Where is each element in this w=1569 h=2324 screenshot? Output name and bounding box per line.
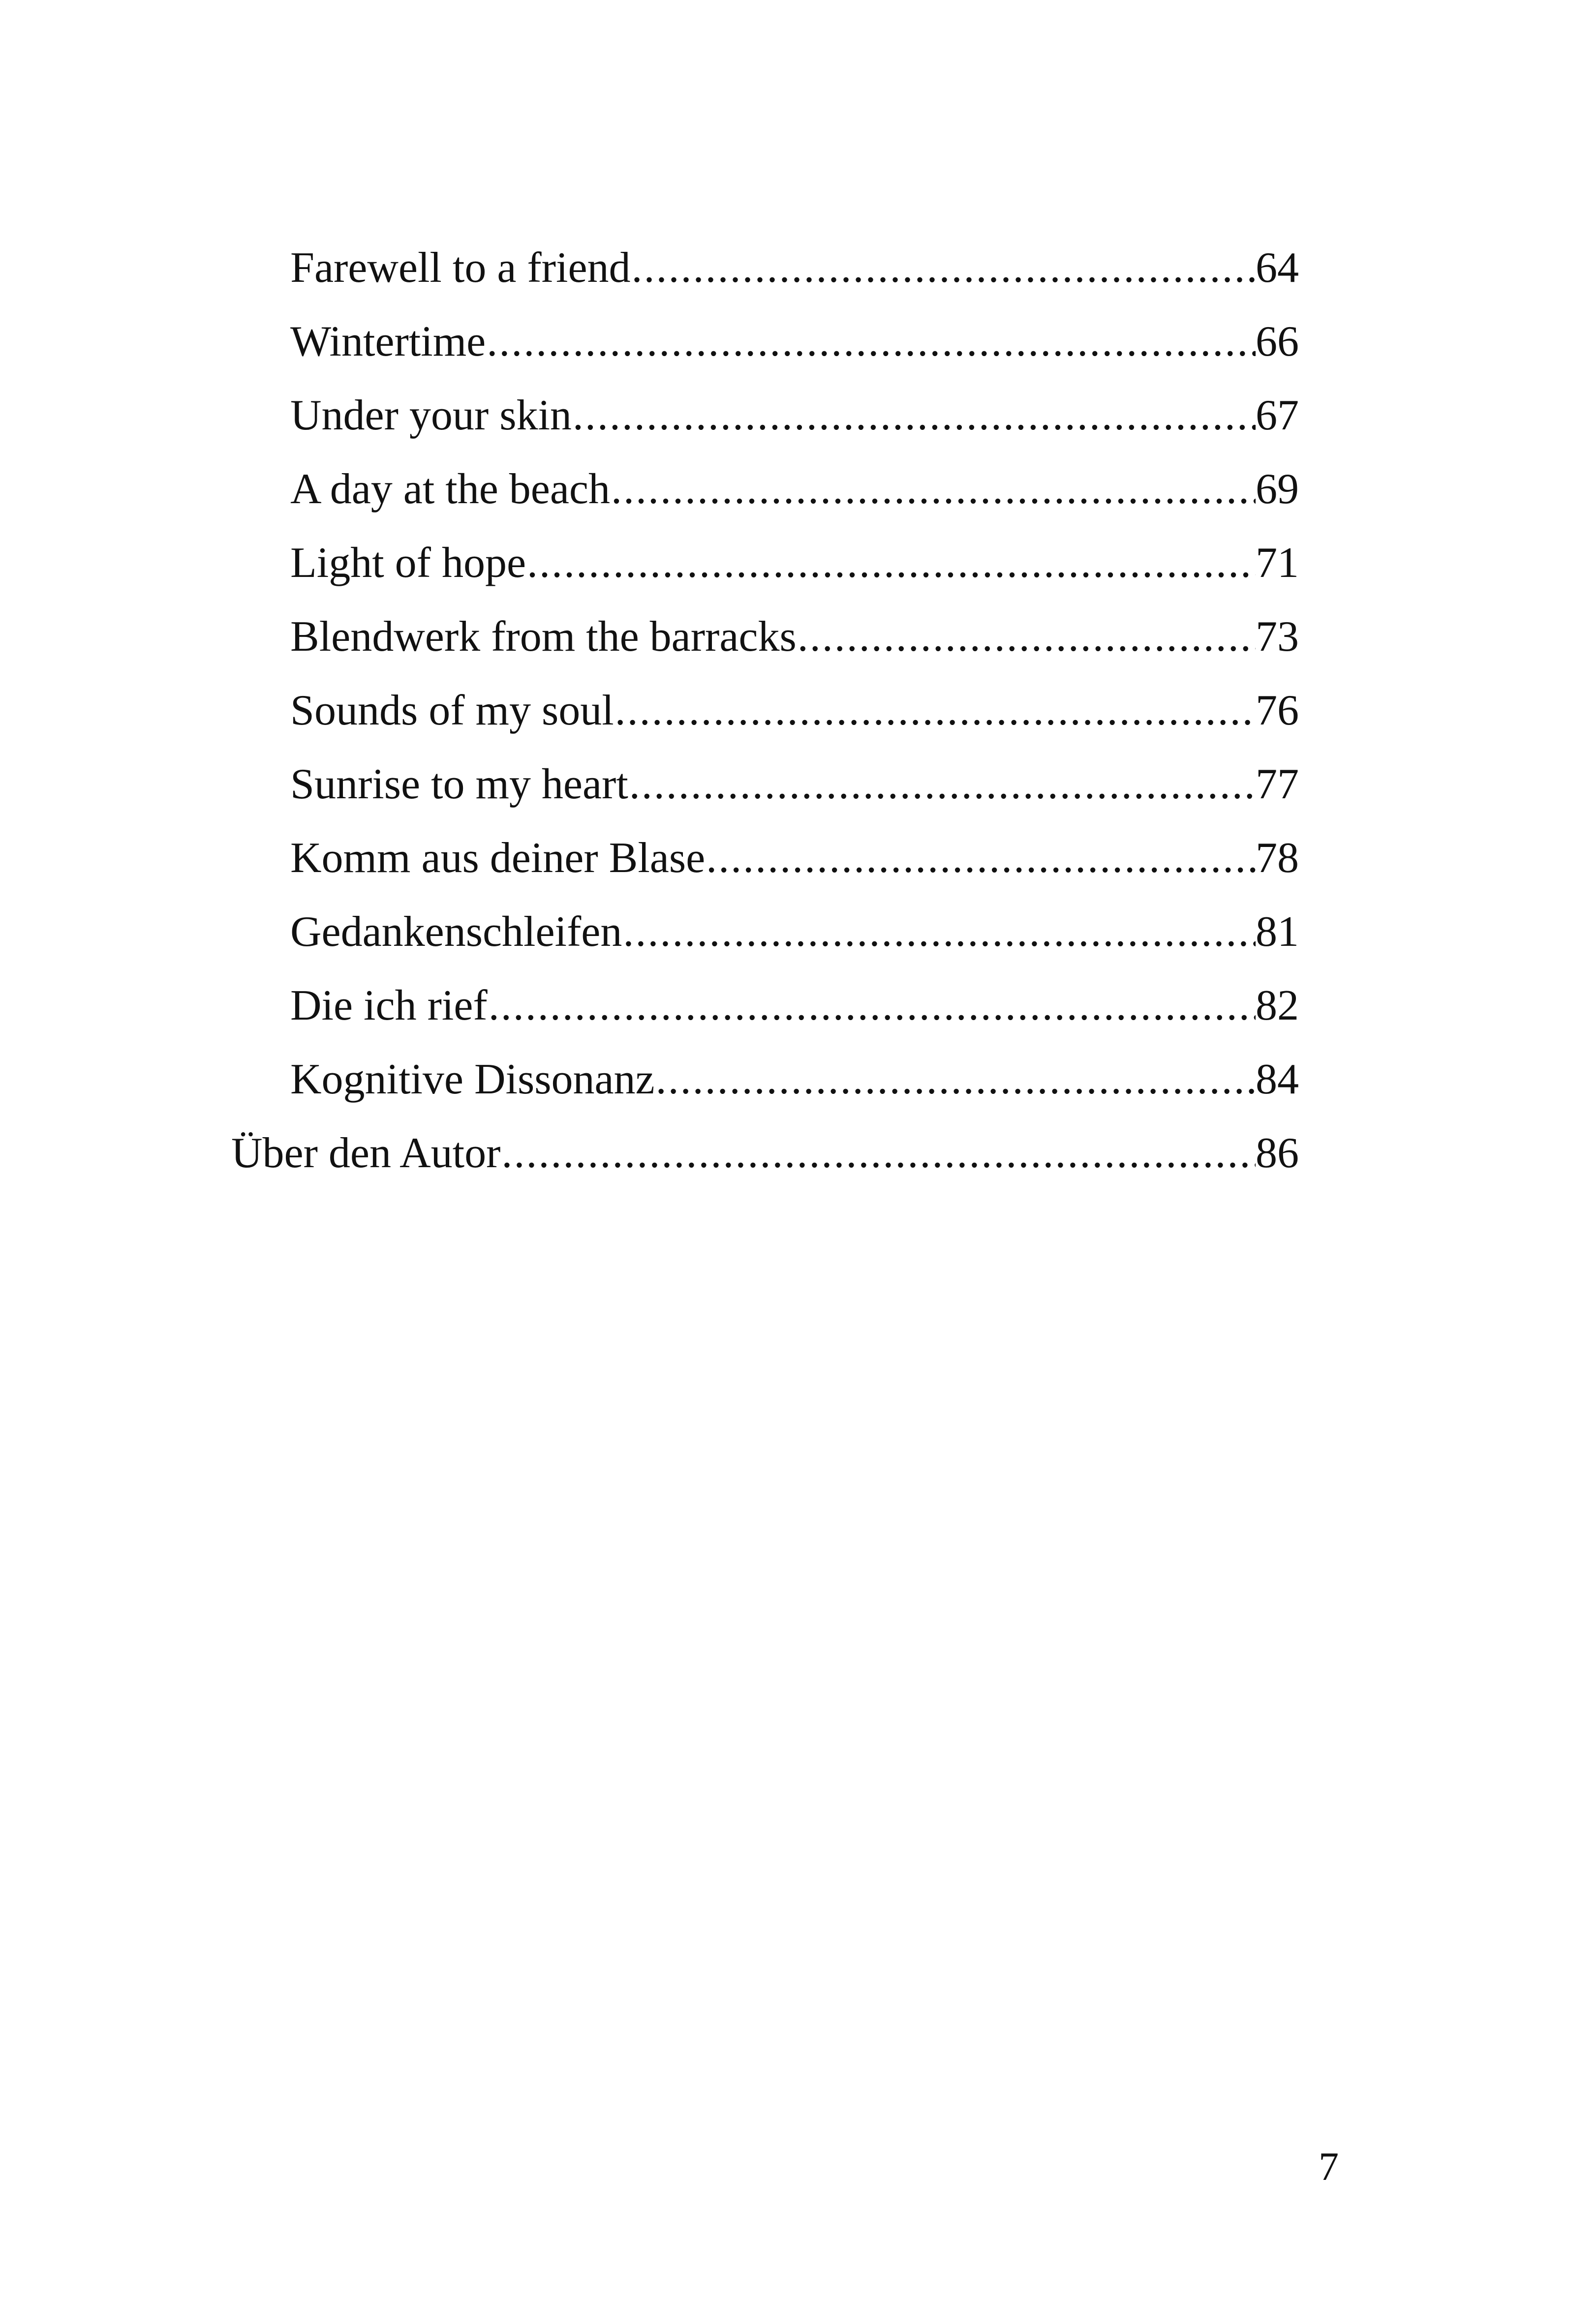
toc-entry-title: Über den Autor: [231, 1129, 501, 1177]
toc-dot-leader: [655, 1043, 1256, 1117]
toc-entry-page: 86: [1256, 1129, 1299, 1177]
toc-entry-title: Blendwerk from the barracks: [290, 613, 797, 661]
toc-entry-title: Light of hope: [290, 539, 526, 587]
toc-entry[interactable]: [231, 379, 1299, 453]
toc-entry-title: Sunrise to my heart: [290, 760, 628, 808]
toc-entry[interactable]: [231, 1043, 1299, 1117]
toc-entry-page: 82: [1256, 982, 1299, 1029]
toc-entry[interactable]: [231, 600, 1299, 674]
toc-entry-title: Wintertime: [290, 318, 486, 365]
toc-dot-leader: [622, 895, 1256, 969]
toc-entry[interactable]: [231, 748, 1299, 821]
page-number: 7: [1319, 2144, 1339, 2189]
toc-entry-page: 76: [1256, 687, 1299, 734]
toc-entry[interactable]: [231, 821, 1299, 895]
toc-entry-page: 69: [1256, 465, 1299, 513]
toc-entry-title: Under your skin: [290, 392, 572, 439]
toc-dot-leader: [614, 674, 1256, 748]
toc-entry[interactable]: [231, 453, 1299, 526]
toc-entry-page: 77: [1256, 760, 1299, 808]
toc-dot-leader: [628, 748, 1256, 821]
toc-entry-title: A day at the beach: [290, 465, 610, 513]
toc-entry[interactable]: [231, 674, 1299, 748]
toc-entry[interactable]: [231, 305, 1299, 379]
toc-entry-title: Kognitive Dissonanz: [290, 1056, 655, 1103]
toc-entry-page: 81: [1256, 908, 1299, 956]
toc-entry-page: 73: [1256, 613, 1299, 661]
toc-dot-leader: [610, 453, 1256, 526]
toc-entry[interactable]: [231, 969, 1299, 1043]
toc-entry-title: Farewell to a friend: [290, 244, 631, 292]
toc-entry-page: 67: [1256, 392, 1299, 439]
toc-entry-page: 78: [1256, 834, 1299, 882]
toc-entry-page: 71: [1256, 539, 1299, 587]
toc-entry-title: Sounds of my soul: [290, 687, 614, 734]
toc-dot-leader: [526, 526, 1256, 600]
toc-dot-leader: [488, 969, 1256, 1043]
toc-dot-leader: [572, 379, 1256, 453]
toc-entry-title: Gedankenschleifen: [290, 908, 622, 956]
toc-dot-leader: [705, 821, 1256, 895]
toc-entry[interactable]: [231, 1117, 1299, 1190]
toc-dot-leader: [797, 600, 1256, 674]
toc-entry[interactable]: [231, 895, 1299, 969]
toc-dot-leader: [500, 1117, 1256, 1190]
table-of-contents: [231, 231, 1299, 1190]
toc-entry-title: Die ich rief: [290, 982, 488, 1029]
toc-entry-page: 66: [1256, 318, 1299, 365]
toc-entry-page: 84: [1256, 1056, 1299, 1103]
toc-entry-page: 64: [1256, 244, 1299, 292]
toc-dot-leader: [486, 305, 1256, 379]
toc-entry[interactable]: [231, 231, 1299, 305]
toc-entry[interactable]: [231, 526, 1299, 600]
toc-dot-leader: [631, 231, 1256, 305]
toc-entry-title: Komm aus deiner Blase: [290, 834, 706, 882]
